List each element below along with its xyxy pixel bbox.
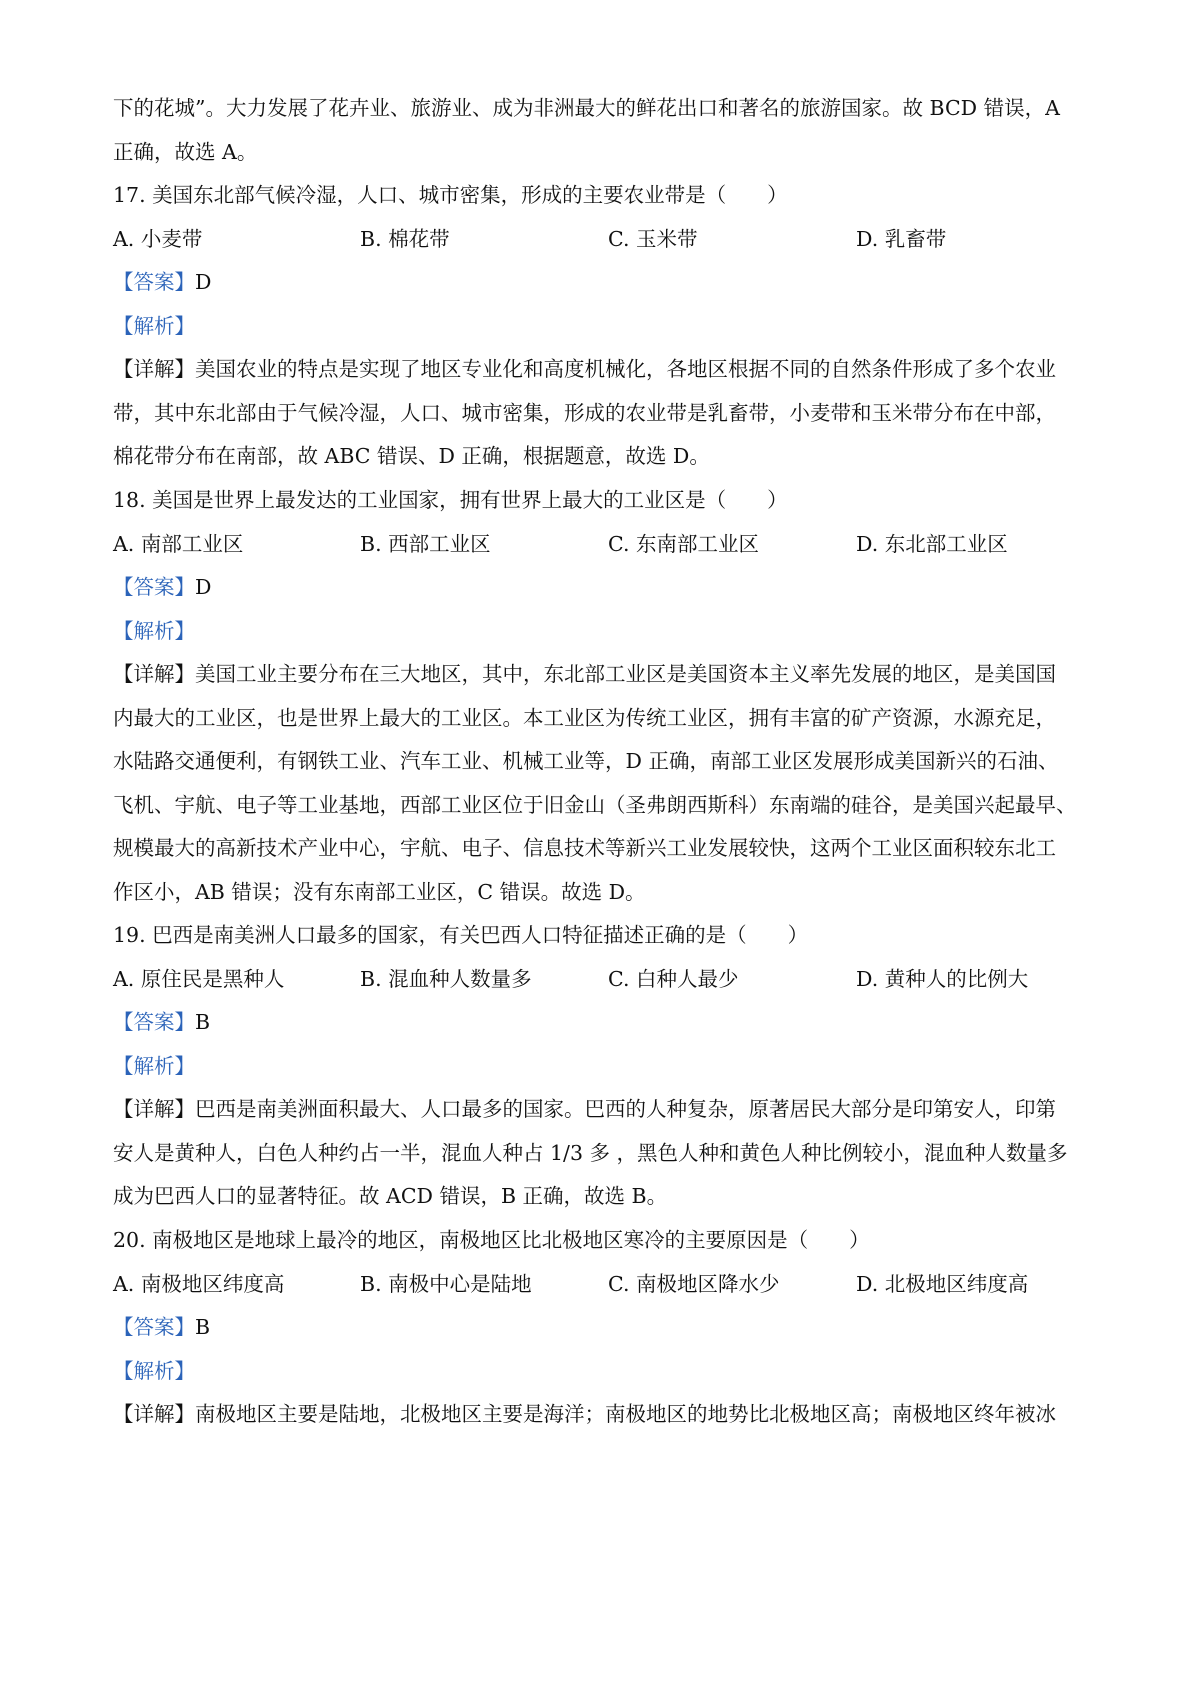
question-18-detail-line-6: 作区小，AB 错误；没有东南部工业区，C 错误。故选 D。	[113, 880, 646, 904]
answer-label: 【答案】	[113, 270, 195, 294]
question-18-option-b: B. 西部工业区	[360, 532, 491, 556]
detail-label: 【详解】	[113, 662, 195, 686]
answer-value: B	[195, 1010, 211, 1034]
question-19-option-c: C. 白种人最少	[608, 967, 739, 991]
question-20-option-b: B. 南极中心是陆地	[360, 1272, 532, 1296]
answer-label: 【答案】	[113, 1315, 195, 1339]
detail-text: 巴西是南美洲面积最大、人口最多的国家。巴西的人种复杂，原著居民大部分是印第安人，印第	[195, 1097, 1056, 1121]
question-20-analysis	[113, 1356, 195, 1386]
question-20-option-c: C. 南极地区降水少	[608, 1272, 780, 1296]
question-18-stem: 18. 美国是世界上最发达的工业国家，拥有世界上最大的工业区是（ ）	[113, 488, 788, 512]
question-18-detail-line-3: 水陆路交通便利，有钢铁工业、汽车工业、机械工业等，D 正确，南部工业区发展形成美国新兴的石油、	[113, 749, 1059, 773]
detail-text: 美国农业的特点是实现了地区专业化和高度机械化，各地区根据不同的自然条件形成了多个农业	[195, 357, 1056, 381]
question-19-detail-line-3: 成为巴西人口的显著特征。故 ACD 错误，B 正确，故选 B。	[113, 1184, 668, 1208]
question-19-analysis	[113, 1051, 195, 1081]
detail-label: 【详解】	[113, 357, 195, 381]
question-18-option-a: A. 南部工业区	[113, 532, 244, 556]
question-17-detail-line-3: 棉花带分布在南部，故 ABC 错误、D 正确，根据题意，故选 D。	[113, 444, 710, 468]
question-18-option-d: D. 东北部工业区	[856, 532, 1008, 556]
question-17-option-c: C. 玉米带	[608, 227, 698, 251]
question-20-option-a: A. 南极地区纬度高	[113, 1272, 285, 1296]
question-19-option-b: B. 混血种人数量多	[360, 967, 532, 991]
intro-line-2: 正确，故选 A。	[113, 140, 258, 164]
question-20-answer	[113, 1312, 210, 1342]
question-17-detail-line-1	[113, 354, 1056, 384]
answer-value: D	[195, 575, 212, 599]
question-19-detail-line-2: 安人是黄种人，白色人种约占一半，混血人种占 1/3 多 ，黑色人种和黄色人种比例较小，混血种人数量多	[113, 1141, 1068, 1165]
question-17-answer	[113, 267, 211, 297]
question-17-detail-line-2: 带，其中东北部由于气候冷湿，人口、城市密集，形成的农业带是乳畜带，小麦带和玉米带分布在中部，	[113, 401, 1056, 425]
question-18-detail-line-4: 飞机、宇航、电子等工业基地，西部工业区位于旧金山（圣弗朗西斯科）东南端的硅谷，是美国兴起最早、	[113, 793, 1077, 817]
question-17-option-a: A. 小麦带	[113, 227, 203, 251]
intro-line-1: 下的花城”。大力发展了花卉业、旅游业、成为非洲最大的鲜花出口和著名的旅游国家。故 BCD 错误，A	[113, 96, 1060, 120]
detail-label: 【详解】	[113, 1402, 195, 1426]
detail-text: 南极地区主要是陆地，北极地区主要是海洋；南极地区的地势比北极地区高；南极地区终年被冰	[195, 1402, 1056, 1426]
question-18-option-c: C. 东南部工业区	[608, 532, 759, 556]
answer-label: 【答案】	[113, 1010, 195, 1034]
question-17-stem: 17. 美国东北部气候冷湿，人口、城市密集，形成的主要农业带是（ ）	[113, 183, 788, 207]
question-17-analysis	[113, 311, 195, 341]
question-18-analysis	[113, 616, 195, 646]
question-17-option-d: D. 乳畜带	[856, 227, 947, 251]
question-18-detail-line-5: 规模最大的高新技术产业中心，宇航、电子、信息技术等新兴工业发展较快，这两个工业区面积较东北工	[113, 836, 1056, 860]
question-19-option-a: A. 原住民是黑种人	[113, 967, 285, 991]
question-18-detail-line-1	[113, 659, 1056, 689]
question-20-stem: 20. 南极地区是地球上最冷的地区，南极地区比北极地区寒冷的主要原因是（ ）	[113, 1228, 870, 1252]
question-19-stem: 19. 巴西是南美洲人口最多的国家，有关巴西人口特征描述正确的是（ ）	[113, 923, 809, 947]
answer-value: B	[195, 1315, 211, 1339]
question-19-detail-line-1	[113, 1094, 1056, 1124]
answer-label: 【答案】	[113, 575, 195, 599]
question-20-option-d: D. 北极地区纬度高	[856, 1272, 1029, 1296]
question-18-detail-line-2: 内最大的工业区，也是世界上最大的工业区。本工业区为传统工业区，拥有丰富的矿产资源，水源充足，	[113, 706, 1056, 730]
analysis-label: 【解析】	[113, 1359, 195, 1383]
question-20-detail-line-1	[113, 1399, 1056, 1429]
answer-value: D	[195, 270, 212, 294]
analysis-label: 【解析】	[113, 1054, 195, 1078]
question-19-option-d: D. 黄种人的比例大	[856, 967, 1029, 991]
analysis-label: 【解析】	[113, 619, 195, 643]
question-19-answer	[113, 1007, 210, 1037]
detail-text: 美国工业主要分布在三大地区，其中，东北部工业区是美国资本主义率先发展的地区，是美国国	[195, 662, 1056, 686]
analysis-label: 【解析】	[113, 314, 195, 338]
detail-label: 【详解】	[113, 1097, 195, 1121]
question-18-answer	[113, 572, 211, 602]
question-17-option-b: B. 棉花带	[360, 227, 450, 251]
